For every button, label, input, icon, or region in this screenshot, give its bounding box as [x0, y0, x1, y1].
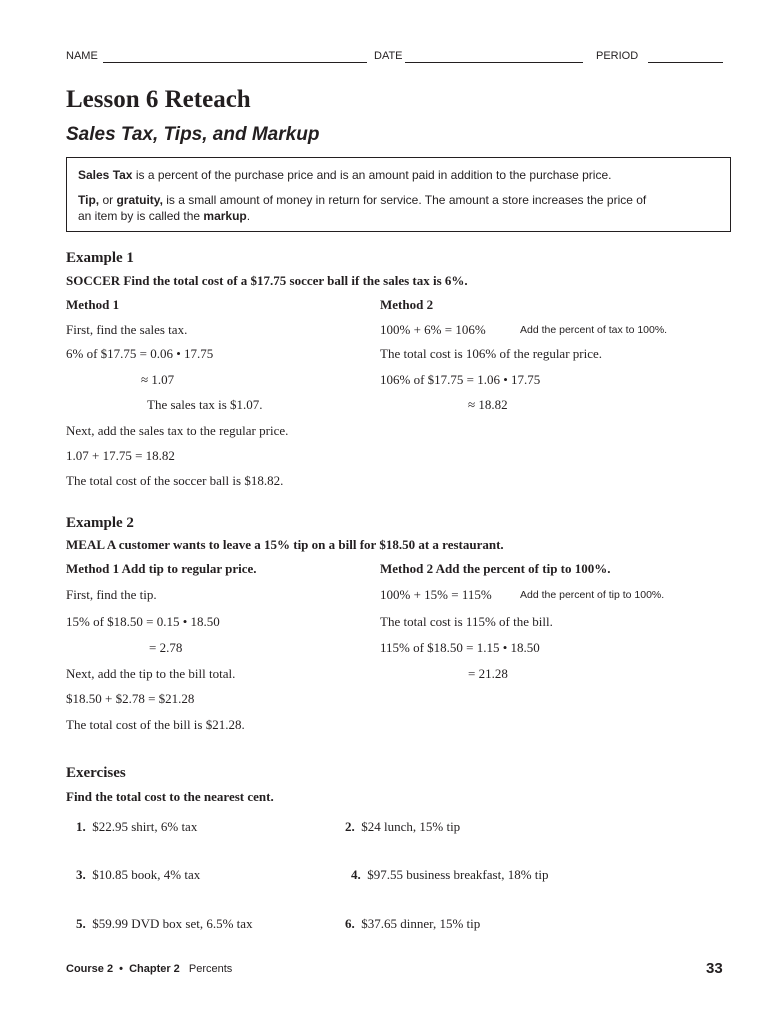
exercise-text: $59.99 DVD box set, 6.5% tax [92, 916, 253, 931]
example2-m1-line: $18.50 + $2.78 = $21.28 [66, 691, 195, 706]
exercise-item [76, 819, 197, 835]
period-label: PERIOD [596, 50, 639, 62]
example1-method2-title: Method 2 [380, 297, 434, 312]
footer-chapter: Chapter 2 [129, 963, 180, 975]
definition-text: an item by is called the [78, 209, 204, 223]
footer-bullet: • [119, 963, 123, 975]
example2-m1-line: First, find the tip. [66, 587, 157, 602]
exercise-text: $97.55 business breakfast, 18% tip [367, 867, 549, 882]
defined-term: gratuity, [116, 193, 163, 207]
period-line [648, 62, 723, 63]
example2-m2-line: 100% + 15% = 115% [380, 587, 492, 602]
example1-m2-line: The total cost is 106% of the regular price. [380, 346, 603, 361]
exercise-number: 2. [345, 819, 355, 834]
example1-m2-note: Add the percent of tax to 100%. [520, 324, 668, 336]
example1-m1-line: 6% of $17.75 = 0.06 • 17.75 [66, 346, 214, 361]
example1-m1-line: First, find the sales tax. [66, 322, 188, 337]
exercise-item [76, 867, 200, 883]
page-subtitle: Sales Tax, Tips, and Markup [66, 124, 320, 145]
defined-term: Sales Tax [78, 168, 133, 182]
defined-term: markup [203, 209, 247, 223]
example2-problem: MEAL A customer wants to leave a 15% tip on a bill for $18.50 at a restaurant. [66, 537, 504, 552]
definitions-box [66, 157, 731, 232]
example2-method2-title: Method 2 Add the percent of tip to 100%. [380, 561, 611, 576]
definition-text: is a percent of the purchase price and is an amount paid in addition to the purchase price. [132, 168, 612, 182]
exercise-text: $22.95 shirt, 6% tax [92, 819, 198, 834]
definition-text: or [99, 193, 117, 207]
exercise-item [351, 867, 549, 883]
exercises-instruction: Find the total cost to the nearest cent. [66, 789, 274, 804]
date-label: DATE [374, 50, 403, 62]
date-line [405, 62, 583, 63]
exercises-heading: Exercises [66, 765, 126, 781]
example2-m1-line: The total cost of the bill is $21.28. [66, 717, 245, 732]
example1-m2-line: 106% of $17.75 = 1.06 • 17.75 [380, 372, 541, 387]
page-number: 33 [706, 960, 723, 977]
footer-course: Course 2 [66, 963, 114, 975]
example2-m1-line: = 2.78 [149, 640, 183, 655]
exercise-item [345, 916, 480, 932]
exercise-item [345, 819, 460, 835]
name-line [103, 62, 367, 63]
example2-m2-line: 115% of $18.50 = 1.15 • 18.50 [380, 640, 540, 655]
example2-m1-line: Next, add the tip to the bill total. [66, 666, 236, 681]
exercise-number: 1. [76, 819, 86, 834]
definition-text: . [246, 209, 251, 223]
definition-tip [78, 193, 646, 207]
example1-heading: Example 1 [66, 250, 134, 266]
example1-m1-line: The total cost of the soccer ball is $18.82. [66, 473, 284, 488]
exercise-text: $24 lunch, 15% tip [361, 819, 461, 834]
example2-m2-note: Add the percent of tip to 100%. [520, 589, 665, 601]
exercise-number: 4. [351, 867, 361, 882]
example1-m1-line: The sales tax is $1.07. [147, 397, 263, 412]
exercise-text: $37.65 dinner, 15% tip [361, 916, 481, 931]
example1-m2-line: 100% + 6% = 106% [380, 322, 486, 337]
example1-m1-line: ≈ 1.07 [141, 372, 175, 387]
definition-markup [78, 209, 250, 223]
example2-method1-title: Method 1 Add tip to regular price. [66, 561, 257, 576]
definition-sales-tax [78, 168, 611, 182]
exercise-item [76, 916, 253, 932]
exercise-number: 3. [76, 867, 86, 882]
exercise-number: 6. [345, 916, 355, 931]
footer-course-line [66, 963, 232, 975]
example1-problem: SOCCER Find the total cost of a $17.75 soccer ball if the sales tax is 6%. [66, 273, 468, 288]
example2-m1-line: 15% of $18.50 = 0.15 • 18.50 [66, 614, 220, 629]
exercise-number: 5. [76, 916, 86, 931]
name-label: NAME [66, 50, 98, 62]
page-title: Lesson 6 Reteach [66, 86, 251, 113]
example1-m1-line: Next, add the sales tax to the regular price. [66, 423, 289, 438]
example2-heading: Example 2 [66, 515, 134, 531]
example2-m2-line: = 21.28 [468, 666, 508, 681]
example2-m2-line: The total cost is 115% of the bill. [380, 614, 553, 629]
footer-topic: Percents [188, 963, 233, 975]
example1-m1-line: 1.07 + 17.75 = 18.82 [66, 448, 175, 463]
exercise-text: $10.85 book, 4% tax [92, 867, 201, 882]
defined-term: Tip, [78, 193, 100, 207]
example1-method1-title: Method 1 [66, 297, 120, 312]
example1-m2-line: ≈ 18.82 [468, 397, 508, 412]
definition-text: is a small amount of money in return for service. The amount a store increases the price of [162, 193, 647, 207]
